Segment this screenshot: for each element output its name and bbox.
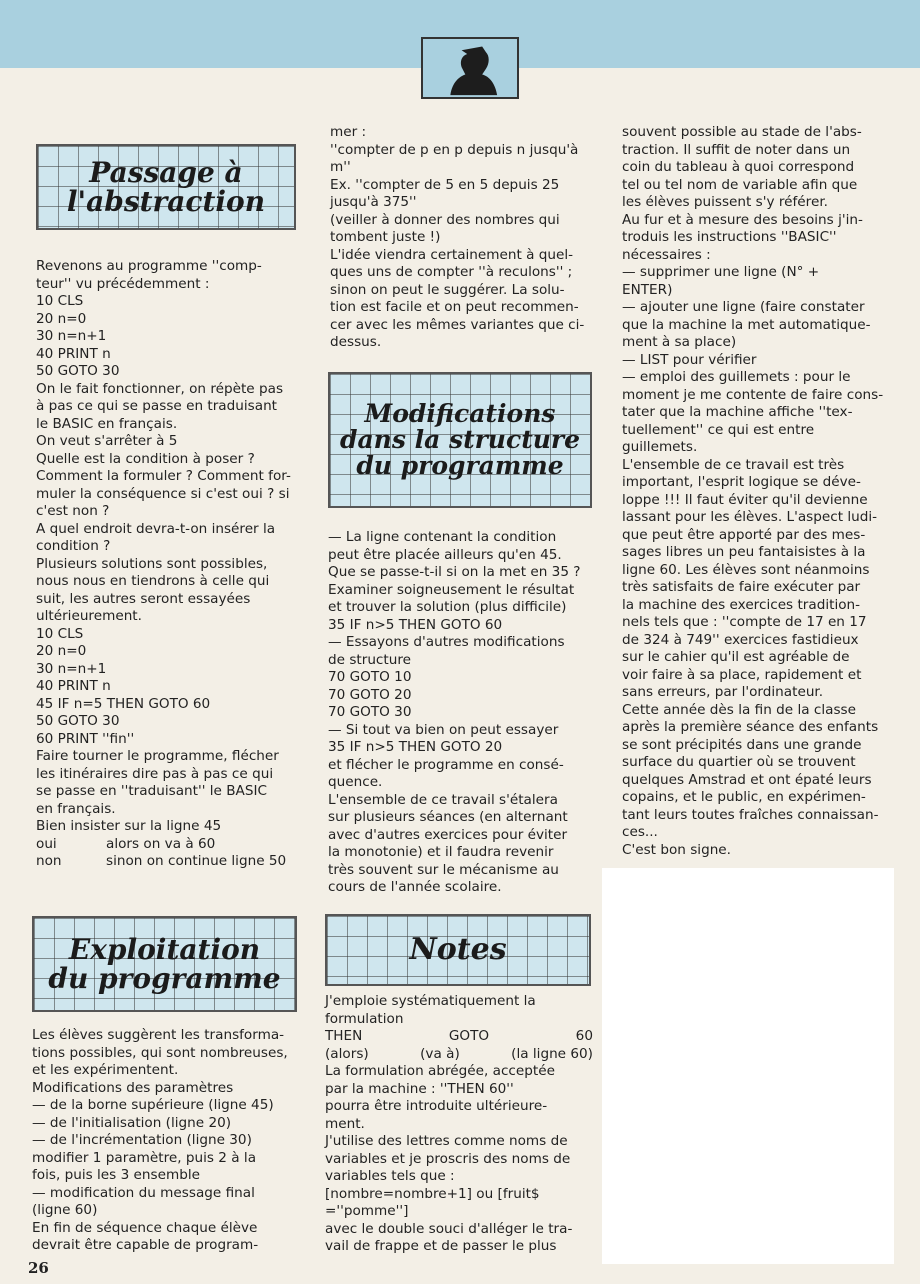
text-line: =''pomme''] <box>325 1203 409 1219</box>
row-cell: 60 <box>575 1028 593 1044</box>
text-line: 10 CLS <box>36 625 84 642</box>
text-line: la monotonie) et il faudra revenir <box>328 844 554 860</box>
text-line: tater que la machine affiche ''tex- <box>622 404 853 420</box>
text-line: 70 GOTO 30 <box>328 704 412 720</box>
text-line: Comment la formuler ? Comment for- <box>36 468 291 484</box>
heading-line: Modifications <box>364 398 556 428</box>
text-line: Modifications des paramètres <box>32 1079 234 1096</box>
text-line: Quelle est la condition à poser ? <box>36 450 255 467</box>
text-line: — LIST pour vérifier <box>622 351 757 368</box>
text-line: après la première séance des enfants <box>622 719 879 735</box>
text-line: 20 n=0 <box>36 310 87 327</box>
text-line: ENTER) <box>622 281 673 298</box>
column-2-middle-text <box>328 529 596 897</box>
text-line: Les élèves suggèrent les transforma- <box>32 1027 285 1043</box>
text-line: ment. <box>325 1115 365 1132</box>
text-line: 50 GOTO 30 <box>36 713 120 729</box>
text-line: le BASIC en français. <box>36 415 178 432</box>
text-line: sans erreurs, par l'ordinateur. <box>622 684 824 700</box>
text-line: J'emploie systématiquement la <box>325 993 536 1009</box>
text-line: de structure <box>328 651 412 668</box>
column-1-bottom-text <box>32 1027 298 1255</box>
text-line: se sont précipités dans une grande <box>622 736 862 753</box>
text-line: peut être placée ailleurs qu'en 45. <box>328 546 562 563</box>
text-line: En fin de séquence chaque élève <box>32 1219 258 1236</box>
text-line: C'est bon signe. <box>622 841 731 858</box>
text-line: — La ligne contenant la condition <box>328 529 557 545</box>
text-line: variables tels que : <box>325 1168 455 1184</box>
text-line: sages libres un peu fantaisistes à la <box>622 544 866 560</box>
text-line: très satisfaits de faire exécuter par <box>622 579 861 595</box>
text-line: tion est facile et on peut recommen- <box>330 299 579 315</box>
text-line: — Essayons d'autres modifications <box>328 634 565 650</box>
text-line: c'est non ? <box>36 503 110 519</box>
text-line: ques uns de compter ''à reculons'' ; <box>330 264 573 280</box>
text-line: — de l'initialisation (ligne 20) <box>32 1114 232 1131</box>
text-line: 10 CLS <box>36 293 84 309</box>
text-line: (ligne 60) <box>32 1202 98 1218</box>
text-line: — emploi des guillemets : pour le <box>622 369 851 385</box>
text-line: surface du quartier où se trouvent <box>622 754 856 770</box>
text-line: 20 n=0 <box>36 643 87 659</box>
text-line: 35 IF n>5 THEN GOTO 20 <box>328 739 503 755</box>
text-line: condition ? <box>36 538 111 554</box>
text-line: que la machine la met automatique- <box>622 316 871 333</box>
column-2-top-text <box>330 124 596 352</box>
text-line: que peut être apporté par des mes- <box>622 526 866 543</box>
heading-modifications-structure <box>328 372 592 508</box>
text-line: par la machine : ''THEN 60'' <box>325 1080 514 1097</box>
text-line: et trouver la solution (plus difficile) <box>328 599 567 615</box>
text-line: Au fur et à mesure des besoins j'in- <box>622 211 863 228</box>
row-cell: THEN <box>325 1028 363 1044</box>
text-line: moment je me contente de faire cons- <box>622 386 884 403</box>
pair-key: oui <box>36 835 57 852</box>
text-line: sur le cahier qu'il est agréable de <box>622 649 850 665</box>
text-line: traction. Il suffit de noter dans un <box>622 141 851 158</box>
text-line: Bien insister sur la ligne 45 <box>36 818 222 834</box>
page-number: 26 <box>28 1259 49 1277</box>
text-line: L'ensemble de ce travail est très <box>622 456 845 473</box>
text-line: 50 GOTO 30 <box>36 363 120 379</box>
text-line: 40 PRINT n <box>36 345 111 362</box>
heading-line: du programme <box>356 451 564 481</box>
text-line: jusqu'à 375'' <box>330 194 417 210</box>
text-line: variables et je proscris des noms de <box>325 1150 571 1167</box>
column-2-bottom-text <box>325 993 593 1256</box>
text-line: L'idée viendra certainement à quel- <box>330 246 574 263</box>
row-cell: (va à) <box>420 1045 460 1062</box>
text-line: sinon on peut le suggérer. La solu- <box>330 281 565 298</box>
text-line: [nombre=nombre+1] ou [fruit$ <box>325 1185 540 1202</box>
text-line: (veiller à donner des nombres qui <box>330 211 560 228</box>
text-line: tel ou tel nom de variable afin que <box>622 176 858 193</box>
text-line: tions possibles, qui sont nombreuses, <box>32 1044 288 1061</box>
text-line: 45 IF n=5 THEN GOTO 60 <box>36 695 211 712</box>
text-line: — supprimer une ligne (N° + <box>622 264 820 280</box>
text-line: 35 IF n>5 THEN GOTO 60 <box>328 616 503 633</box>
blank-white-panel <box>602 868 894 1264</box>
text-line: m'' <box>330 159 351 175</box>
text-line: cer avec les mêmes variantes que ci- <box>330 316 585 333</box>
text-line: tant leurs toutes fraîches connaissan- <box>622 806 879 823</box>
text-line: vail de frappe et de passer le plus <box>325 1238 557 1254</box>
text-line: pourra être introduite ultérieure- <box>325 1098 548 1114</box>
text-line: important, l'esprit logique se déve- <box>622 474 861 490</box>
text-line: tuellement'' ce qui est entre <box>622 421 815 438</box>
text-pair-row <box>36 836 302 854</box>
heading-line: l'abstraction <box>66 185 266 218</box>
pair-key: non <box>36 853 62 869</box>
text-line: 70 GOTO 20 <box>328 686 412 703</box>
text-line: 30 n=n+1 <box>36 660 107 677</box>
heading-exploitation-programme <box>32 916 297 1012</box>
column-3-text <box>622 124 892 859</box>
text-line: en français. <box>36 800 116 817</box>
text-line: à pas ce qui se passe en traduisant <box>36 398 278 414</box>
heading-notes <box>325 914 591 986</box>
text-line: les itinéraires dire pas à pas ce qui <box>36 765 274 782</box>
heading-line: Notes <box>409 932 507 968</box>
column-1-top-text <box>36 258 302 871</box>
text-line: lassant pour les élèves. L'aspect ludi- <box>622 509 878 525</box>
text-line: mer : <box>330 124 367 140</box>
text-line: L'ensemble de ce travail s'étalera <box>328 791 558 808</box>
text-line: Plusieurs solutions sont possibles, <box>36 555 268 572</box>
row-cell: (la ligne 60) <box>511 1045 593 1062</box>
text-line: dessus. <box>330 334 382 350</box>
teacher-silhouette-svg <box>423 39 517 97</box>
text-line: quelques Amstrad et ont épaté leurs <box>622 771 872 788</box>
text-line: nous nous en tiendrons à celle qui <box>36 573 270 589</box>
formulation-row <box>325 1046 593 1064</box>
text-line: — de l'incrémentation (ligne 30) <box>32 1132 252 1148</box>
text-line: 30 n=n+1 <box>36 328 107 344</box>
text-line: et flécher le programme en consé- <box>328 756 564 773</box>
text-line: Cette année dès la fin de la classe <box>622 701 856 718</box>
teacher-silhouette-icon <box>421 37 519 99</box>
text-line: les élèves puissent s'y référer. <box>622 194 828 210</box>
text-line: formulation <box>325 1010 404 1027</box>
heading-line: Passage à <box>89 155 243 189</box>
text-line: muler la conséquence si c'est oui ? si <box>36 485 290 502</box>
row-cell: GOTO <box>448 1028 490 1044</box>
text-line: ligne 60. Les élèves sont néanmoins <box>622 561 870 578</box>
text-line: nels tels que : ''compte de 17 en 17 <box>622 614 867 630</box>
text-line: tombent juste !) <box>330 229 441 245</box>
text-line: 60 PRINT ''fin'' <box>36 730 135 747</box>
text-line: On le fait fonctionner, on répète pas <box>36 380 284 397</box>
text-line: copains, et le public, en expérimen- <box>622 789 866 805</box>
text-line: La formulation abrégée, acceptée <box>325 1063 555 1079</box>
text-line: loppe !!! Il faut éviter qu'il devienne <box>622 491 868 508</box>
text-line: Revenons au programme ''comp- <box>36 258 262 274</box>
text-line: — Si tout va bien on peut essayer <box>328 721 559 738</box>
heading-line: Exploitation <box>68 932 261 966</box>
text-line: — de la borne supérieure (ligne 45) <box>32 1097 274 1113</box>
text-line: nécessaires : <box>622 246 711 263</box>
text-line: devrait être capable de program- <box>32 1237 259 1253</box>
pair-value: sinon on continue ligne 50 <box>106 853 287 869</box>
heading-line: dans la structure <box>339 424 581 454</box>
text-line: — modification du message final <box>32 1184 255 1201</box>
heading-passage-abstraction <box>36 144 296 230</box>
text-line: quence. <box>328 774 383 790</box>
pair-value: alors on va à 60 <box>106 835 216 852</box>
text-line: avec le double souci d'alléger le tra- <box>325 1220 573 1237</box>
text-line: 70 GOTO 10 <box>328 669 412 685</box>
text-line: souvent possible au stade de l'abs- <box>622 124 862 140</box>
text-line: ces... <box>622 824 658 840</box>
text-line: se passe en ''traduisant'' le BASIC <box>36 783 267 799</box>
text-line: Ex. ''compter de 5 en 5 depuis 25 <box>330 176 560 193</box>
text-line: Que se passe-t-il si on la met en 35 ? <box>328 564 581 580</box>
text-line: cours de l'année scolaire. <box>328 879 502 895</box>
text-line: et les expérimentent. <box>32 1062 179 1078</box>
formulation-row <box>325 1028 593 1046</box>
text-line: J'utilise des lettres comme noms de <box>325 1133 568 1149</box>
text-line: — ajouter une ligne (faire constater <box>622 299 865 315</box>
text-line: On veut s'arrêter à 5 <box>36 433 178 449</box>
text-line: ment à sa place) <box>622 334 737 350</box>
text-line: guillemets. <box>622 439 698 455</box>
heading-line: du programme <box>48 962 281 995</box>
text-line: A quel endroit devra-t-on insérer la <box>36 520 276 537</box>
text-line: modifier 1 paramètre, puis 2 à la <box>32 1149 257 1166</box>
text-line: sur plusieurs séances (en alternant <box>328 809 568 825</box>
text-line: troduis les instructions ''BASIC'' <box>622 229 837 245</box>
text-line: très souvent sur le mécanisme au <box>328 861 559 878</box>
text-line: ultérieurement. <box>36 608 142 624</box>
text-line: Examiner soigneusement le résultat <box>328 581 575 598</box>
text-line: suit, les autres seront essayées <box>36 590 251 607</box>
text-line: avec d'autres exercices pour éviter <box>328 826 568 843</box>
text-pair-row <box>36 853 302 871</box>
text-line: voir faire à sa place, rapidement et <box>622 666 862 683</box>
text-line: ''compter de p en p depuis n jusqu'à <box>330 141 579 158</box>
text-line: de 324 à 749'' exercices fastidieux <box>622 631 859 648</box>
text-line: la machine des exercices tradition- <box>622 596 861 613</box>
text-line: Faire tourner le programme, flécher <box>36 748 279 764</box>
text-line: teur'' vu précédemment : <box>36 275 210 292</box>
row-cell: (alors) <box>325 1045 369 1062</box>
text-line: fois, puis les 3 ensemble <box>32 1167 200 1183</box>
text-line: 40 PRINT n <box>36 678 111 694</box>
text-line: coin du tableau à quoi correspond <box>622 159 855 175</box>
